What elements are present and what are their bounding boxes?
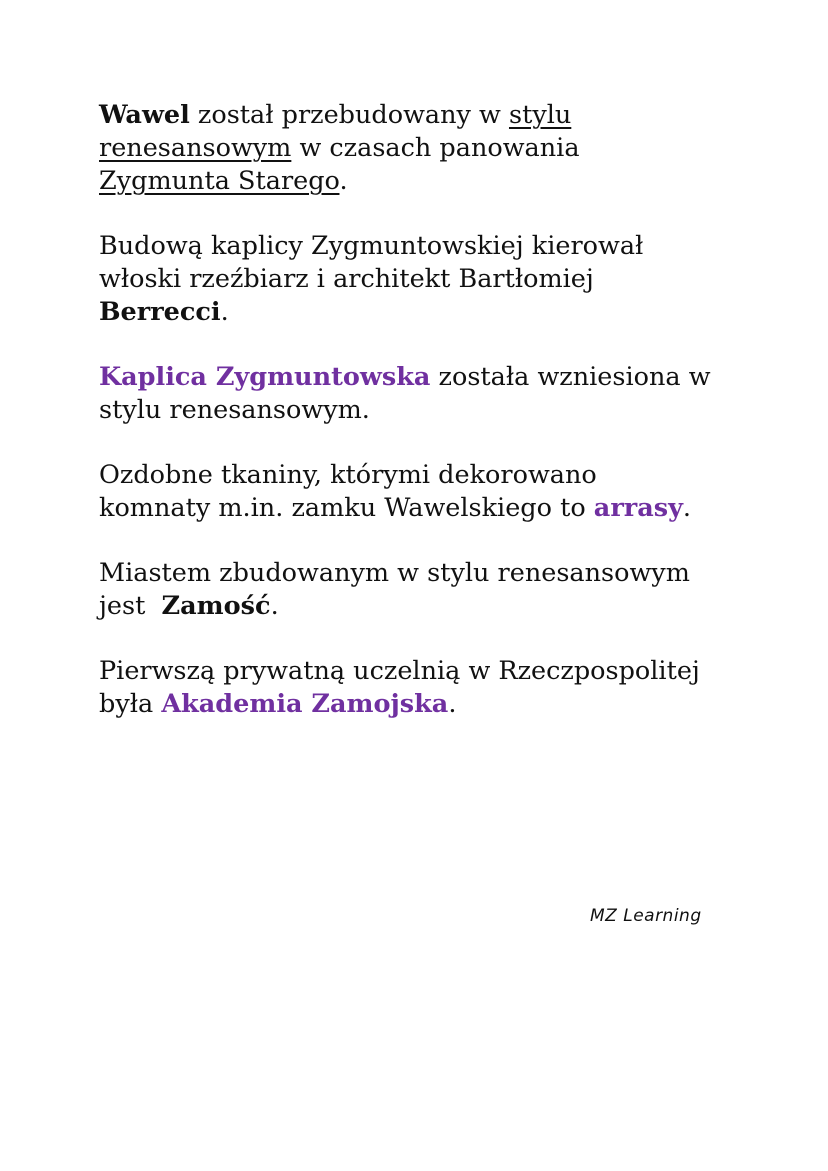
text-segment: został przebudowany w	[189, 100, 509, 130]
term-kaplica-zygmuntowska: Kaplica Zygmuntowska	[99, 362, 431, 392]
signature-mz-learning: MZ Learning	[590, 906, 702, 926]
term-zamosc: Zamość	[161, 591, 271, 621]
term-akademia-zamojska: Akademia Zamojska	[161, 689, 449, 719]
document-content	[99, 99, 759, 753]
text-segment: jest	[99, 591, 162, 621]
term-berrecci: Berrecci	[99, 297, 221, 327]
paragraph-akademia	[99, 655, 759, 721]
text-segment: Pierwszą prywatną uczelnią w Rzeczpospolitej	[99, 656, 700, 686]
text-segment: została wzniesiona w	[430, 362, 711, 392]
paragraph-zamosc	[99, 557, 759, 623]
term-wawel: Wawel	[99, 100, 190, 130]
text-segment: w czasach panowania	[291, 133, 580, 163]
paragraph-wawel	[99, 99, 759, 198]
paragraph-arrasy	[99, 459, 759, 525]
text-segment: .	[270, 591, 279, 621]
text-segment: komnaty m.in. zamku Wawelskiego to	[99, 493, 594, 523]
term-arrasy: arrasy	[593, 493, 683, 523]
text-segment: Miastem zbudowanym w stylu renesansowym	[99, 558, 690, 588]
text-segment: .	[220, 297, 229, 327]
paragraph-berrecci	[99, 230, 759, 329]
text-segment: była	[99, 689, 162, 719]
text-segment: Ozdobne tkaniny, którymi dekorowano	[99, 460, 597, 490]
paragraph-kaplica	[99, 361, 759, 427]
underlined-zygmunta-starego: Zygmunta Starego	[99, 166, 340, 196]
underlined-stylu: stylu	[508, 100, 572, 130]
text-segment: .	[339, 166, 348, 196]
text-segment: włoski rzeźbiarz i architekt Bartłomiej	[99, 264, 594, 294]
text-segment: .	[448, 689, 457, 719]
text-segment: .	[682, 493, 691, 523]
text-segment: stylu renesansowym.	[99, 395, 370, 425]
text-segment: Budową kaplicy Zygmuntowskiej kierował	[99, 231, 644, 261]
underlined-renesansowym: renesansowym	[99, 133, 292, 163]
